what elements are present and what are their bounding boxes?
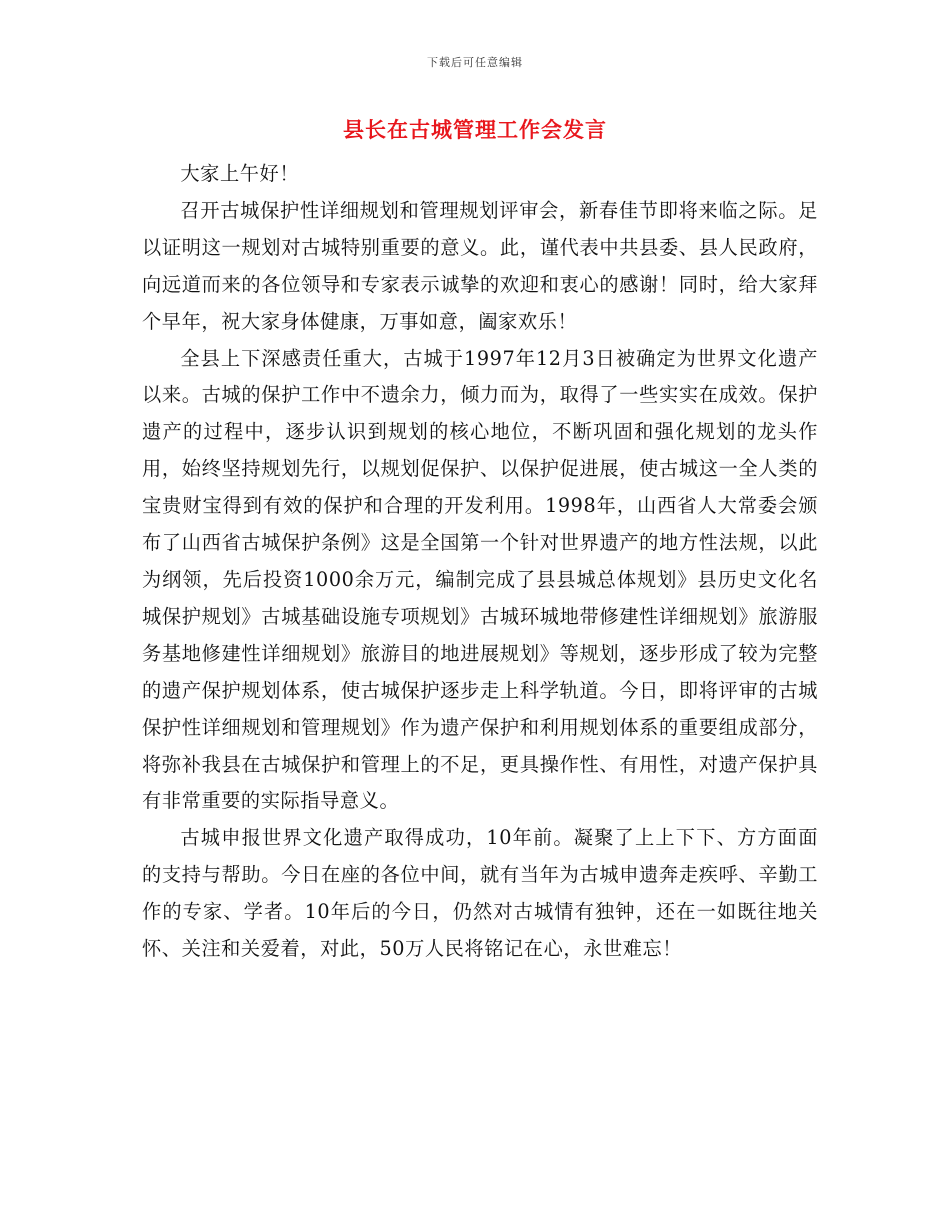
paragraph-heritage-thanks: 古城申报世界文化遗产取得成功，10年前。凝聚了上上下下、方方面面的支持与帮助。今日在座的各位中间，就有当年为古城申遗奔走疾呼、辛勤工作的专家、学者。10年后的今日，仍然对古城情有独钟，还在一如既往地关怀、关注和关爱着，对此，50万人民将铭记在心，永世难忘！ bbox=[142, 826, 818, 961]
paragraph-protection-history: 全县上下深感责任重大，古城于1997年12月3日被确定为世界文化遗产以来。古城的保护工作中不遗余力，倾力而为，取得了一些实实在成效。保护遗产的过程中，逐步认识到规划的核心地位，不断巩固和强化规划的龙头作用，始终坚持规划先行，以规划促保护、以保护促进展，使古城这一全人类的宝贵财宝得到有效的保护和合理的开发利用。1998年，山西省人大常委会颁布了山西省古城保护条例》这是全国第一个针对世界遗产的地方性法规，以此为纲领，先后投资1000余万元，编制完成了县县城总体规划》县历史文化名城保护规划》古城基础设施专项规划》古城环城地带修建性详细规划》旅游服务基地修建性详细规划》旅游目的地进展规划》等规划，逐步形成了较为完整的遗产保护规划体系，使古城保护逐步走上科学轨道。今日，即将评审的古城保护性详细规划和管理规划》作为遗产保护和利用规划体系的重要组成部分，将弥补我县在古城保护和管理上的不足，更具操作性、有用性，对遗产保护具有非常重要的实际指导意义。 bbox=[142, 346, 818, 813]
paragraph-welcome: 召开古城保护性详细规划和管理规划评审会，新春佳节即将来临之际。足以证明这一规划对古城特别重要的意义。此，谨代表中共县委、县人民政府，向远道而来的各位领导和专家表示诚挚的欢迎和衷心的感谢！同时，给大家拜个早年，祝大家身体健康，万事如意，阖家欢乐！ bbox=[142, 198, 818, 333]
document-body bbox=[142, 156, 818, 968]
page-header-note: 下载后可任意编辑 bbox=[427, 56, 523, 69]
paragraph-greeting: 大家上午好！ bbox=[180, 162, 300, 185]
document-title: 县长在古城管理工作会发言 bbox=[343, 117, 607, 142]
